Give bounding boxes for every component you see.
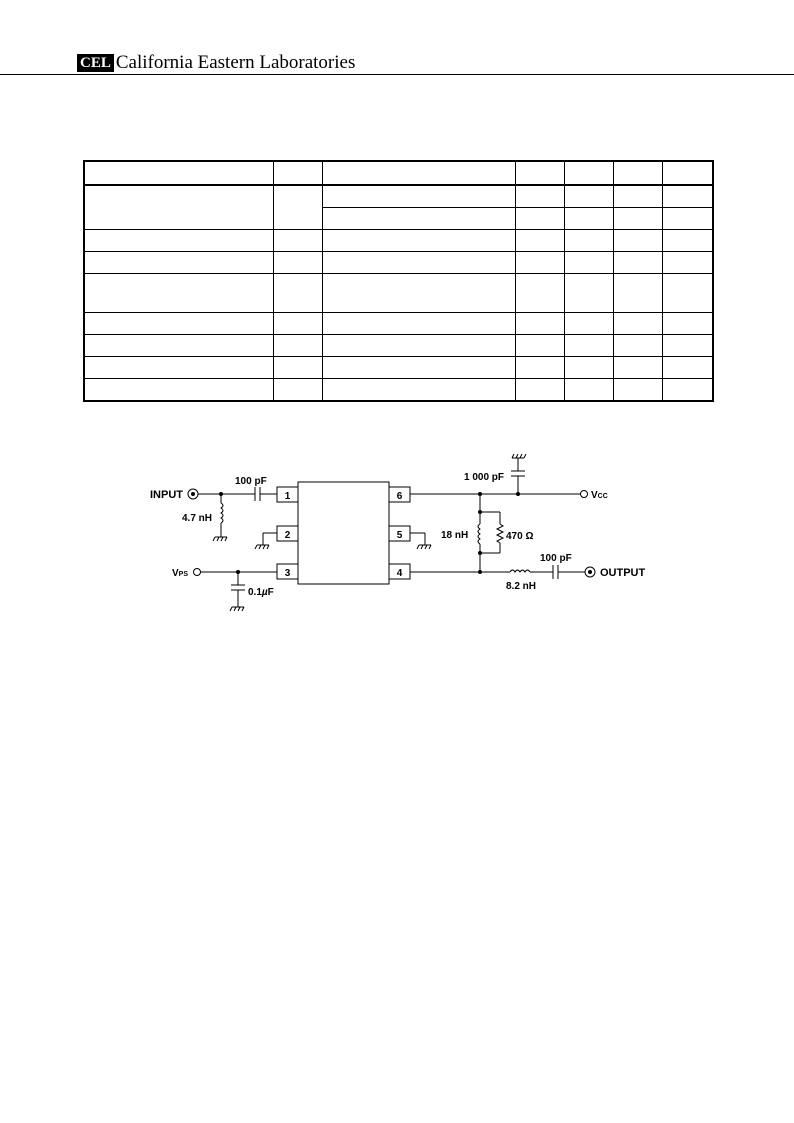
output-cap-label: 100 pF [540,553,572,564]
table-cell [273,185,322,230]
table-cell [84,313,273,335]
table-row [84,230,713,252]
test-circuit-schematic [0,430,794,630]
table-cell [564,357,613,379]
table-cell [662,185,713,208]
vps-cap-label: 0.1µF [248,587,274,598]
bypass-cap-label: 1 000 pF [464,472,505,483]
table-cell [84,185,273,230]
table-cell [84,252,273,274]
table-cell [515,335,564,357]
table-cell [322,230,515,252]
table-cell [613,379,662,402]
table-cell [273,357,322,379]
pin-5-label: 5 [396,530,403,541]
table-cell [273,313,322,335]
table-cell [515,185,564,208]
table-cell [662,335,713,357]
choke-inductor [478,524,480,544]
table-cell [662,161,713,185]
vps-label: VPS [172,568,189,579]
table-cell [613,230,662,252]
table-cell [84,161,273,185]
table-cell [613,208,662,230]
ic-body [298,482,389,584]
table-cell [84,379,273,402]
table-cell [322,379,515,402]
table-cell [564,313,613,335]
choke-label: 18 nH [441,530,469,541]
cel-logo: CEL [77,54,114,72]
output-label: OUTPUT [600,567,646,579]
table-cell [84,274,273,313]
table-cell [273,274,322,313]
resistor-label: 470 Ω [506,531,534,542]
table-row [84,252,713,274]
table-row [84,379,713,402]
vps-terminal [194,569,201,576]
pin-1-label: 1 [284,491,291,502]
table-cell [515,357,564,379]
table-cell [613,274,662,313]
table-cell [564,208,613,230]
shunt-resistor [497,524,503,543]
output-inductor-label: 8.2 nH [506,581,537,592]
table-cell [515,313,564,335]
table-row [84,335,713,357]
table-cell [564,230,613,252]
table-cell [322,274,515,313]
pin-4-label: 4 [396,568,403,579]
table-row [84,313,713,335]
table-cell [515,230,564,252]
table-cell [322,252,515,274]
pin-2-label: 2 [284,530,291,541]
table-cell [662,313,713,335]
table-cell [662,252,713,274]
table-cell [322,313,515,335]
table-cell [515,274,564,313]
table-cell [613,252,662,274]
table-cell [84,335,273,357]
input-inductor-label: 4.7 nH [182,513,213,524]
table-cell [322,357,515,379]
table-cell [662,274,713,313]
table-cell [564,379,613,402]
table-cell [322,208,515,230]
table-cell [515,252,564,274]
table-cell [564,185,613,208]
table-cell [273,230,322,252]
table-row [84,274,713,313]
input-cap-label: 100 pF [235,476,267,487]
spec-table [83,160,714,402]
table-cell [662,230,713,252]
table-cell [515,208,564,230]
header-rule [0,74,794,75]
table-cell [613,335,662,357]
table-cell [273,252,322,274]
table-cell [564,161,613,185]
table-cell [322,335,515,357]
table-row [84,357,713,379]
table-cell [564,335,613,357]
table-cell [84,230,273,252]
table-cell [662,208,713,230]
table-cell [273,379,322,402]
table-cell [273,335,322,357]
table-cell [515,161,564,185]
table-header-row [84,161,713,185]
table-cell [322,161,515,185]
table-cell [84,357,273,379]
table-cell [273,161,322,185]
vcc-label: VCC [591,490,608,501]
table-cell [662,357,713,379]
table-cell [613,357,662,379]
pin-6-label: 6 [396,491,403,502]
vcc-terminal [581,491,588,498]
table-cell [564,252,613,274]
input-inductor [221,503,223,523]
table-cell [515,379,564,402]
input-label: INPUT [150,489,183,501]
pin-3-label: 3 [284,568,291,579]
table-cell [322,185,515,208]
table-cell [613,313,662,335]
table-row [84,185,713,208]
output-inductor [510,570,530,572]
table-cell [662,379,713,402]
company-name: California Eastern Laboratories [115,52,356,73]
table-cell [613,185,662,208]
table-cell [564,274,613,313]
page-header [77,52,355,74]
table-cell [613,161,662,185]
